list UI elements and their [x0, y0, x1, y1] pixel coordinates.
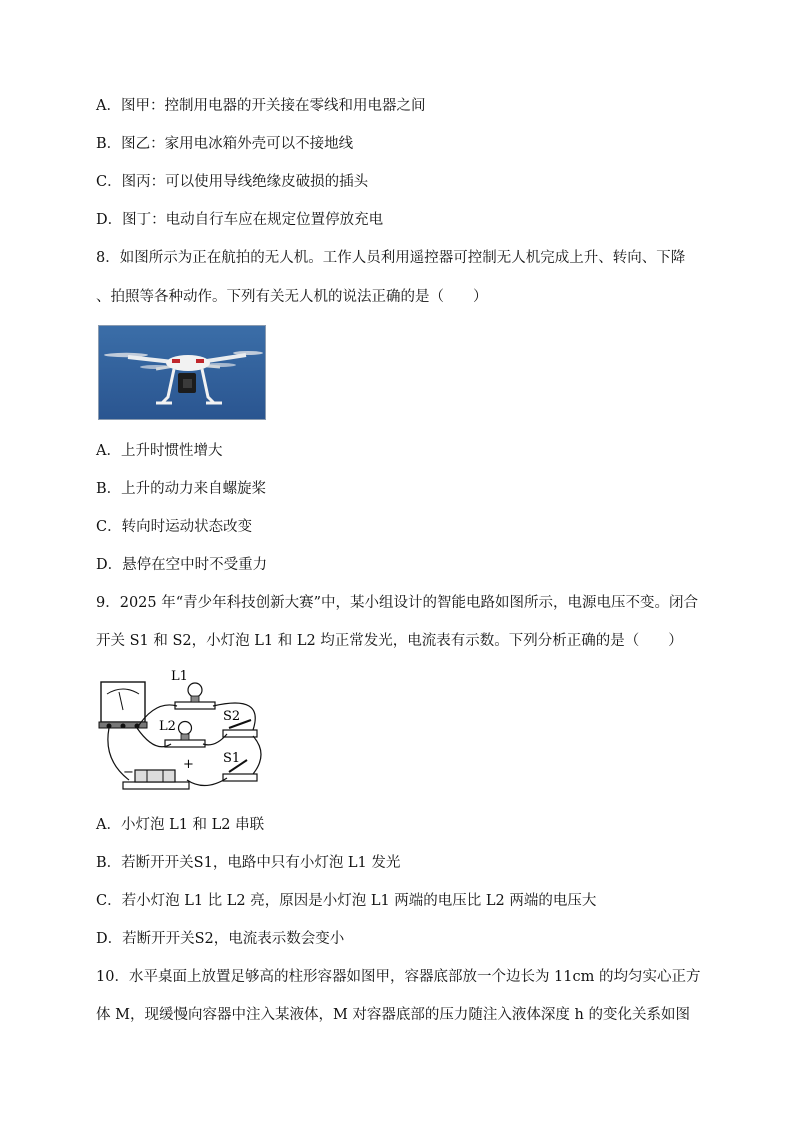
label-l2: L2: [159, 719, 176, 734]
lamp-l1-icon: [175, 683, 215, 709]
label-minus: −: [123, 765, 134, 780]
q8-option-b: B．上升的动力来自螺旋桨: [96, 481, 267, 497]
circuit-diagram: [95, 664, 287, 800]
q9-option-c: C．若小灯泡 L1 比 L2 亮，原因是小灯泡 L1 两端的电压比 L2 两端的电压大: [96, 893, 597, 909]
q9-option-d: D．若断开开关S2，电流表示数会变小: [96, 931, 345, 947]
q7-option-a: A．图甲：控制用电器的开关接在零线和用电器之间: [96, 98, 426, 114]
q7-option-d: D．图丁：电动自行车应在规定位置停放充电: [96, 212, 384, 228]
q9-stem-line1: 9．2025 年“青少年科技创新大赛”中，某小组设计的智能电路如图所示，电源电压不变。闭合: [96, 595, 699, 611]
drone-photo: [98, 325, 266, 420]
q7-option-c: C．图丙：可以使用导线绝缘皮破损的插头: [96, 174, 369, 190]
q9-stem-line2: 开关 S1 和 S2，小灯泡 L1 和 L2 均正常发光，电流表有示数。下列分析正确的是（ ）: [96, 633, 683, 649]
ammeter-icon: [99, 682, 147, 729]
q8-option-c: C．转向时运动状态改变: [96, 519, 253, 535]
label-s1: S1: [223, 751, 241, 766]
label-s2: S2: [223, 709, 241, 724]
q10-stem-line2: 体 M，现缓慢向容器中注入某液体，M 对容器底部的压力随注入液体深度 h 的变化关系如图: [96, 1007, 690, 1023]
q8-stem-line1: 8．如图所示为正在航拍的无人机。工作人员利用遥控器可控制无人机完成上升、转向、下降: [96, 250, 686, 266]
q8-option-d: D．悬停在空中时不受重力: [96, 557, 268, 573]
q9-option-a: A．小灯泡 L1 和 L2 串联: [96, 817, 265, 833]
q7-option-b: B．图乙：家用电冰箱外壳可以不接地线: [96, 136, 354, 152]
label-l1: L1: [171, 669, 188, 684]
q8-stem-line2: 、拍照等各种动作。下列有关无人机的说法正确的是（ ）: [96, 289, 488, 305]
q10-stem-line1: 10．水平桌面上放置足够高的柱形容器如图甲，容器底部放一个边长为 11cm 的均匀实心正方: [96, 969, 701, 985]
label-plus: +: [183, 757, 194, 772]
q8-option-a: A．上升时惯性增大: [96, 443, 223, 459]
q9-option-b: B．若断开开关S1，电路中只有小灯泡 L1 发光: [96, 855, 401, 871]
